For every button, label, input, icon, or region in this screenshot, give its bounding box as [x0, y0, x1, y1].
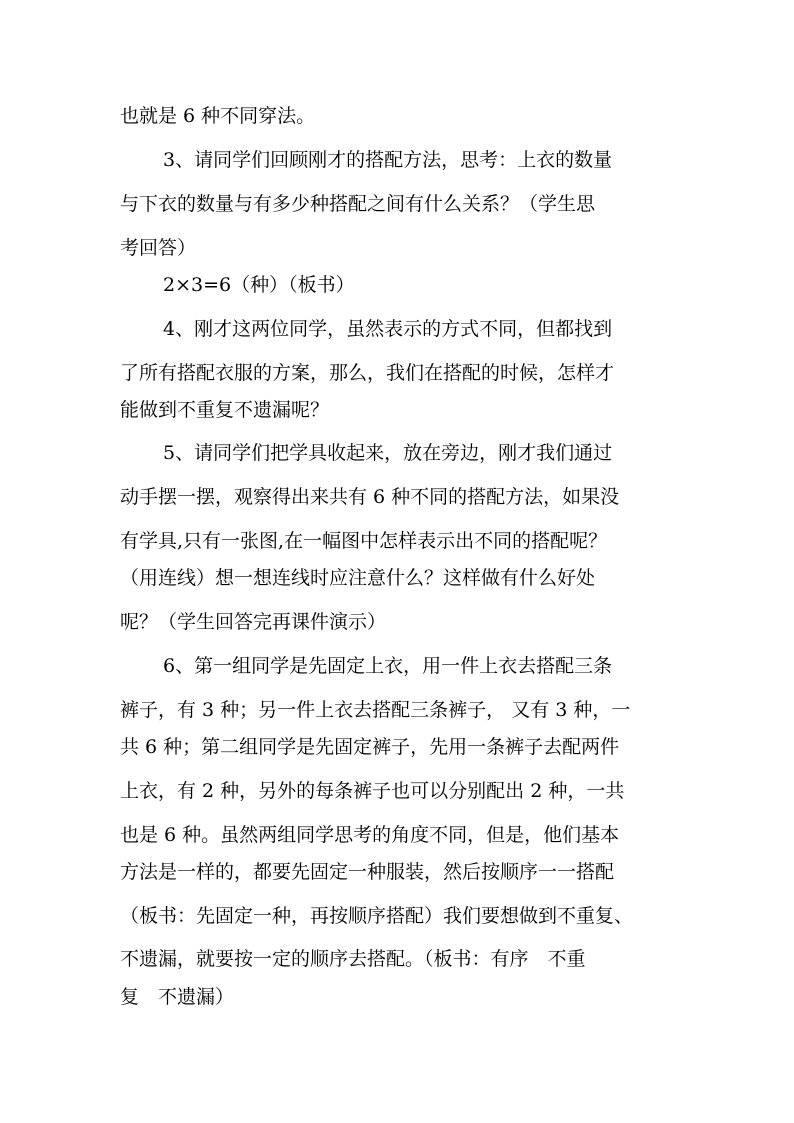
text-line: 复 不遗漏）: [120, 986, 235, 1008]
text-line: 不遗漏，就要按一定的顺序去搭配。（板书：有序 不重: [120, 948, 586, 970]
text-line: （用连线）想一想连线时应注意什么？这样做有什么好处: [120, 567, 596, 589]
text-line: 裤子，有 3 种；另一件上衣去搭配三条裤子， 又有 3 种，一: [120, 699, 631, 721]
text-line: 了所有搭配衣服的方案，那么，我们在搭配的时候，怎样才: [120, 362, 615, 384]
text-line: 也是 6 种。虽然两组同学思考的角度不同，但是，他们基本: [120, 824, 620, 846]
text-line: 呢？（学生回答完再课件演示）: [120, 611, 387, 633]
text-line: 共 6 种；第二组同学是先固定裤子，先用一条裤子去配两件: [120, 736, 620, 758]
text-line: 4、刚才这两位同学，虽然表示的方式不同，但都找到: [163, 318, 613, 340]
text-line: 6、第一组同学是先固定上衣，用一件上衣去搭配三条: [163, 655, 613, 677]
text-line: 上衣，有 2 种，另外的每条裤子也可以分别配出 2 种，一共: [120, 780, 625, 802]
text-line: 3、请同学们回顾刚才的搭配方法，思考：上衣的数量: [163, 149, 613, 171]
text-line: 动手摆一摆，观察得出来共有 6 种不同的搭配方法，如果没: [120, 486, 620, 508]
text-line: （板书：先固定一种，再按顺序搭配）我们要想做到不重复、: [120, 905, 634, 927]
text-line: 考回答）: [120, 237, 197, 259]
text-line: 与下衣的数量与有多少种搭配之间有什么关系？（学生思: [120, 193, 596, 215]
text-line: 也就是 6 种不同穿法。: [120, 105, 316, 127]
text-line: 2×3=6（种）（板书）: [163, 274, 355, 296]
text-line: 有学具,只有一张图,在一幅图中怎样表示出不同的搭配呢？: [120, 530, 608, 552]
text-line: 5、请同学们把学具收起来，放在旁边，刚才我们通过: [163, 442, 613, 464]
text-line: 能做到不重复不遗漏呢？: [120, 399, 330, 421]
text-line: 方法是一样的，都要先固定一种服装，然后按顺序一一搭配: [120, 861, 615, 883]
